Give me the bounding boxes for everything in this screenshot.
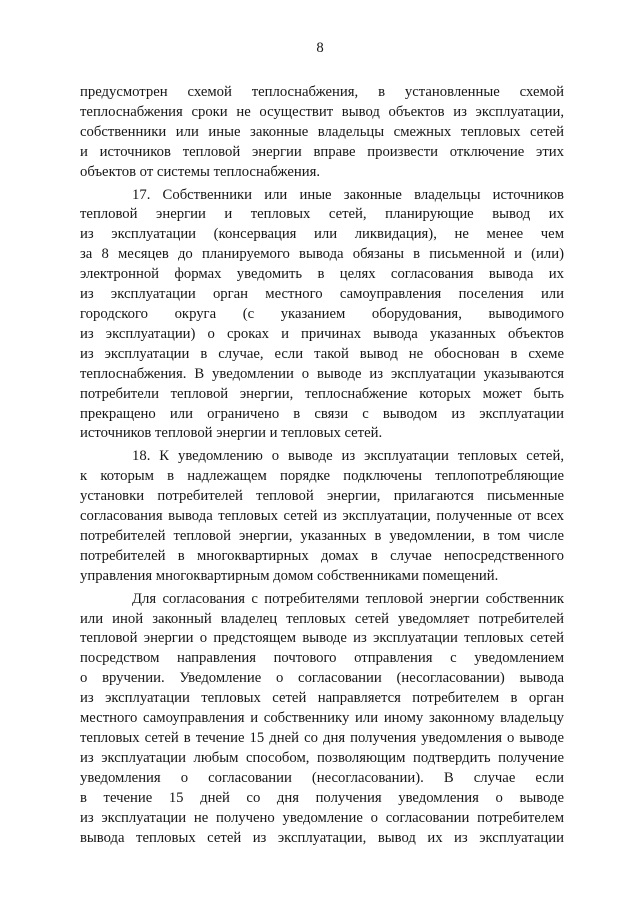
text-line: из эксплуатации) о сроках и причинах вывода указанных объектов — [80, 325, 564, 342]
text-line: вывода тепловых сетей из эксплуатации, вывод их из эксплуатации — [80, 829, 564, 846]
text-line: теплоснабжения. В уведомлении о выводе из эксплуатации указываются — [80, 365, 564, 382]
text-line: из эксплуатации тепловых сетей направляется потребителем в орган — [80, 690, 564, 707]
text-line: из эксплуатации любым способом, позволяющим подтвердить получение — [80, 749, 564, 766]
paragraph — [80, 83, 564, 183]
paragraph — [80, 447, 564, 586]
text-line: управления многоквартирным домом собственниками помещений. — [80, 567, 499, 584]
text-line: городского округа (с указанием оборудования, выводимого — [80, 305, 564, 322]
text-line: источников тепловой энергии и тепловых сетей. — [80, 425, 383, 442]
text-line: тепловой энергии и тепловых сетей, планирующие вывод их — [80, 206, 564, 223]
text-line: уведомления о согласовании (несогласовании). В случае если — [80, 769, 564, 786]
text-line: электронной формах уведомить в целях согласования вывода их — [80, 266, 564, 283]
text-line: о вручении. Уведомление о согласовании (несогласовании) вывода — [80, 670, 564, 687]
text-line: из эксплуатации (консервация или ликвидация), не менее чем — [80, 226, 564, 243]
text-line: прекращено или ограничено в связи с выводом из эксплуатации — [80, 405, 564, 422]
text-line: потребителей тепловой энергии, указанных в уведомлении, в том числе — [80, 527, 564, 544]
text-line: из эксплуатации в случае, если такой вывод не обоснован в схеме — [80, 345, 564, 362]
text-line: за 8 месяцев до планируемого вывода обязаны в письменной и (или) — [80, 246, 564, 263]
text-line: из эксплуатации не получено уведомление о согласовании потребителем — [80, 809, 564, 826]
text-line: согласования вывода тепловых сетей из эксплуатации, полученные от всех — [80, 508, 564, 525]
paragraph — [80, 186, 564, 445]
text-line: собственники или иные законные владельцы смежных тепловых сетей — [80, 123, 564, 140]
text-line: тепловых сетей в течение 15 дней со дня получения уведомления о выводе — [80, 730, 564, 746]
page-number: 8 — [316, 40, 324, 56]
text-line: посредством направления почтового отправления с уведомлением — [80, 650, 564, 667]
paragraph — [80, 590, 564, 849]
text-line: установки потребителей тепловой энергии, прилагаются письменные — [80, 488, 564, 505]
text-line: объектов от системы теплоснабжения. — [80, 163, 321, 180]
text-line: и источников тепловой энергии вправе произвести отключение этих — [80, 143, 564, 160]
text-line: теплоснабжения сроки не осуществит вывод объектов из эксплуатации, — [80, 103, 564, 120]
text-line: потребители тепловой энергии, теплоснабжение которых может быть — [80, 385, 564, 402]
text-line: потребителей в многоквартирных домах в случае непосредственного — [80, 547, 564, 564]
text-line: к которым в надлежащем порядке подключены теплопотребляющие — [80, 468, 564, 485]
document-body — [80, 83, 564, 848]
text-line: тепловой энергии о предстоящем выводе из эксплуатации тепловых сетей — [80, 630, 564, 647]
text-line: местного самоуправления и собственнику или иному законному владельцу — [80, 710, 564, 727]
text-line: или иной законный владелец тепловых сетей уведомляет потребителей — [80, 610, 564, 627]
text-line: Для согласования с потребителями тепловой энергии собственник — [132, 590, 564, 607]
text-line: предусмотрен схемой теплоснабжения, в установленные схемой — [80, 84, 564, 100]
text-line: 18. К уведомлению о выводе из эксплуатации тепловых сетей, — [132, 448, 564, 465]
text-line: в течение 15 дней со дня получения уведомления о выводе — [80, 789, 564, 806]
text-line: 17. Собственники или иные законные владельцы источников — [132, 186, 564, 203]
text-line: из эксплуатации орган местного самоуправления поселения или — [80, 286, 564, 303]
